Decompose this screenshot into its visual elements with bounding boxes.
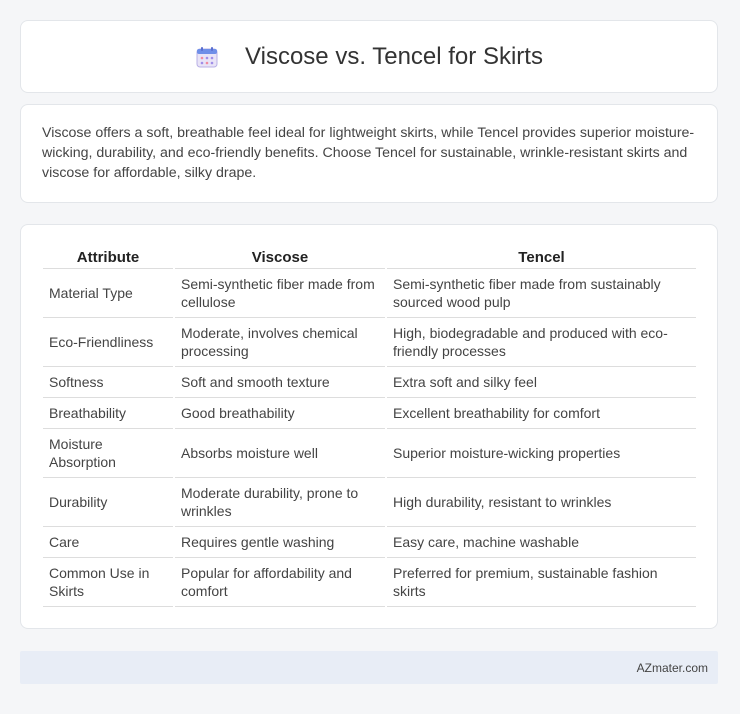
table-cell: Superior moisture-wicking properties	[387, 429, 696, 478]
table-cell: Moderate durability, prone to wrinkles	[175, 478, 385, 527]
title-card	[20, 20, 718, 93]
table-cell: Semi-synthetic fiber made from cellulose	[175, 269, 385, 318]
table-cell: High durability, resistant to wrinkles	[387, 478, 696, 527]
table-cell: Breathability	[43, 398, 173, 429]
table-cell: Excellent breathability for comfort	[387, 398, 696, 429]
table-header-row	[43, 245, 696, 269]
footer	[20, 651, 718, 684]
table-cell: Soft and smooth texture	[175, 367, 385, 398]
table-row	[43, 367, 696, 398]
table-cell: Common Use in Skirts	[43, 558, 173, 607]
column-header: Viscose	[175, 245, 385, 269]
table-cell: Softness	[43, 367, 173, 398]
table-row	[43, 527, 696, 558]
table-cell: Durability	[43, 478, 173, 527]
table-cell: Extra soft and silky feel	[387, 367, 696, 398]
table-cell: Preferred for premium, sustainable fashion skirts	[387, 558, 696, 607]
table-row	[43, 478, 696, 527]
table-cell: Semi-synthetic fiber made from sustainably sourced wood pulp	[387, 269, 696, 318]
table-cell: Good breathability	[175, 398, 385, 429]
table-cell: Material Type	[43, 269, 173, 318]
table-cell: Care	[43, 527, 173, 558]
table-card	[20, 224, 718, 629]
comparison-table	[41, 245, 698, 607]
table-cell: Easy care, machine washable	[387, 527, 696, 558]
table-cell: High, biodegradable and produced with eco-friendly processes	[387, 318, 696, 367]
table-cell: Requires gentle washing	[175, 527, 385, 558]
table-row	[43, 558, 696, 607]
table-cell: Absorbs moisture well	[175, 429, 385, 478]
column-header: Attribute	[43, 245, 173, 269]
table-cell: Eco-Friendliness	[43, 318, 173, 367]
table-row	[43, 429, 696, 478]
calendar-icon	[195, 45, 219, 69]
table-row	[43, 398, 696, 429]
page-title: Viscose vs. Tencel for Skirts	[245, 42, 543, 70]
table-cell: Moisture Absorption	[43, 429, 173, 478]
summary-card	[20, 104, 718, 203]
column-header: Tencel	[387, 245, 696, 269]
summary-text: Viscose offers a soft, breathable feel ideal for lightweight skirts, while Tencel provides superior moisture-wicking, durability, and eco-friendly benefits. Choose Tencel for sustainable, wrinkle-resistant skirts and viscose for affordable, silky drape.	[42, 125, 695, 181]
table-cell: Popular for affordability and comfort	[175, 558, 385, 607]
table-cell: Moderate, involves chemical processing	[175, 318, 385, 367]
table-row	[43, 318, 696, 367]
table-row	[43, 269, 696, 318]
footer-brand: AZmater.com	[636, 660, 708, 675]
